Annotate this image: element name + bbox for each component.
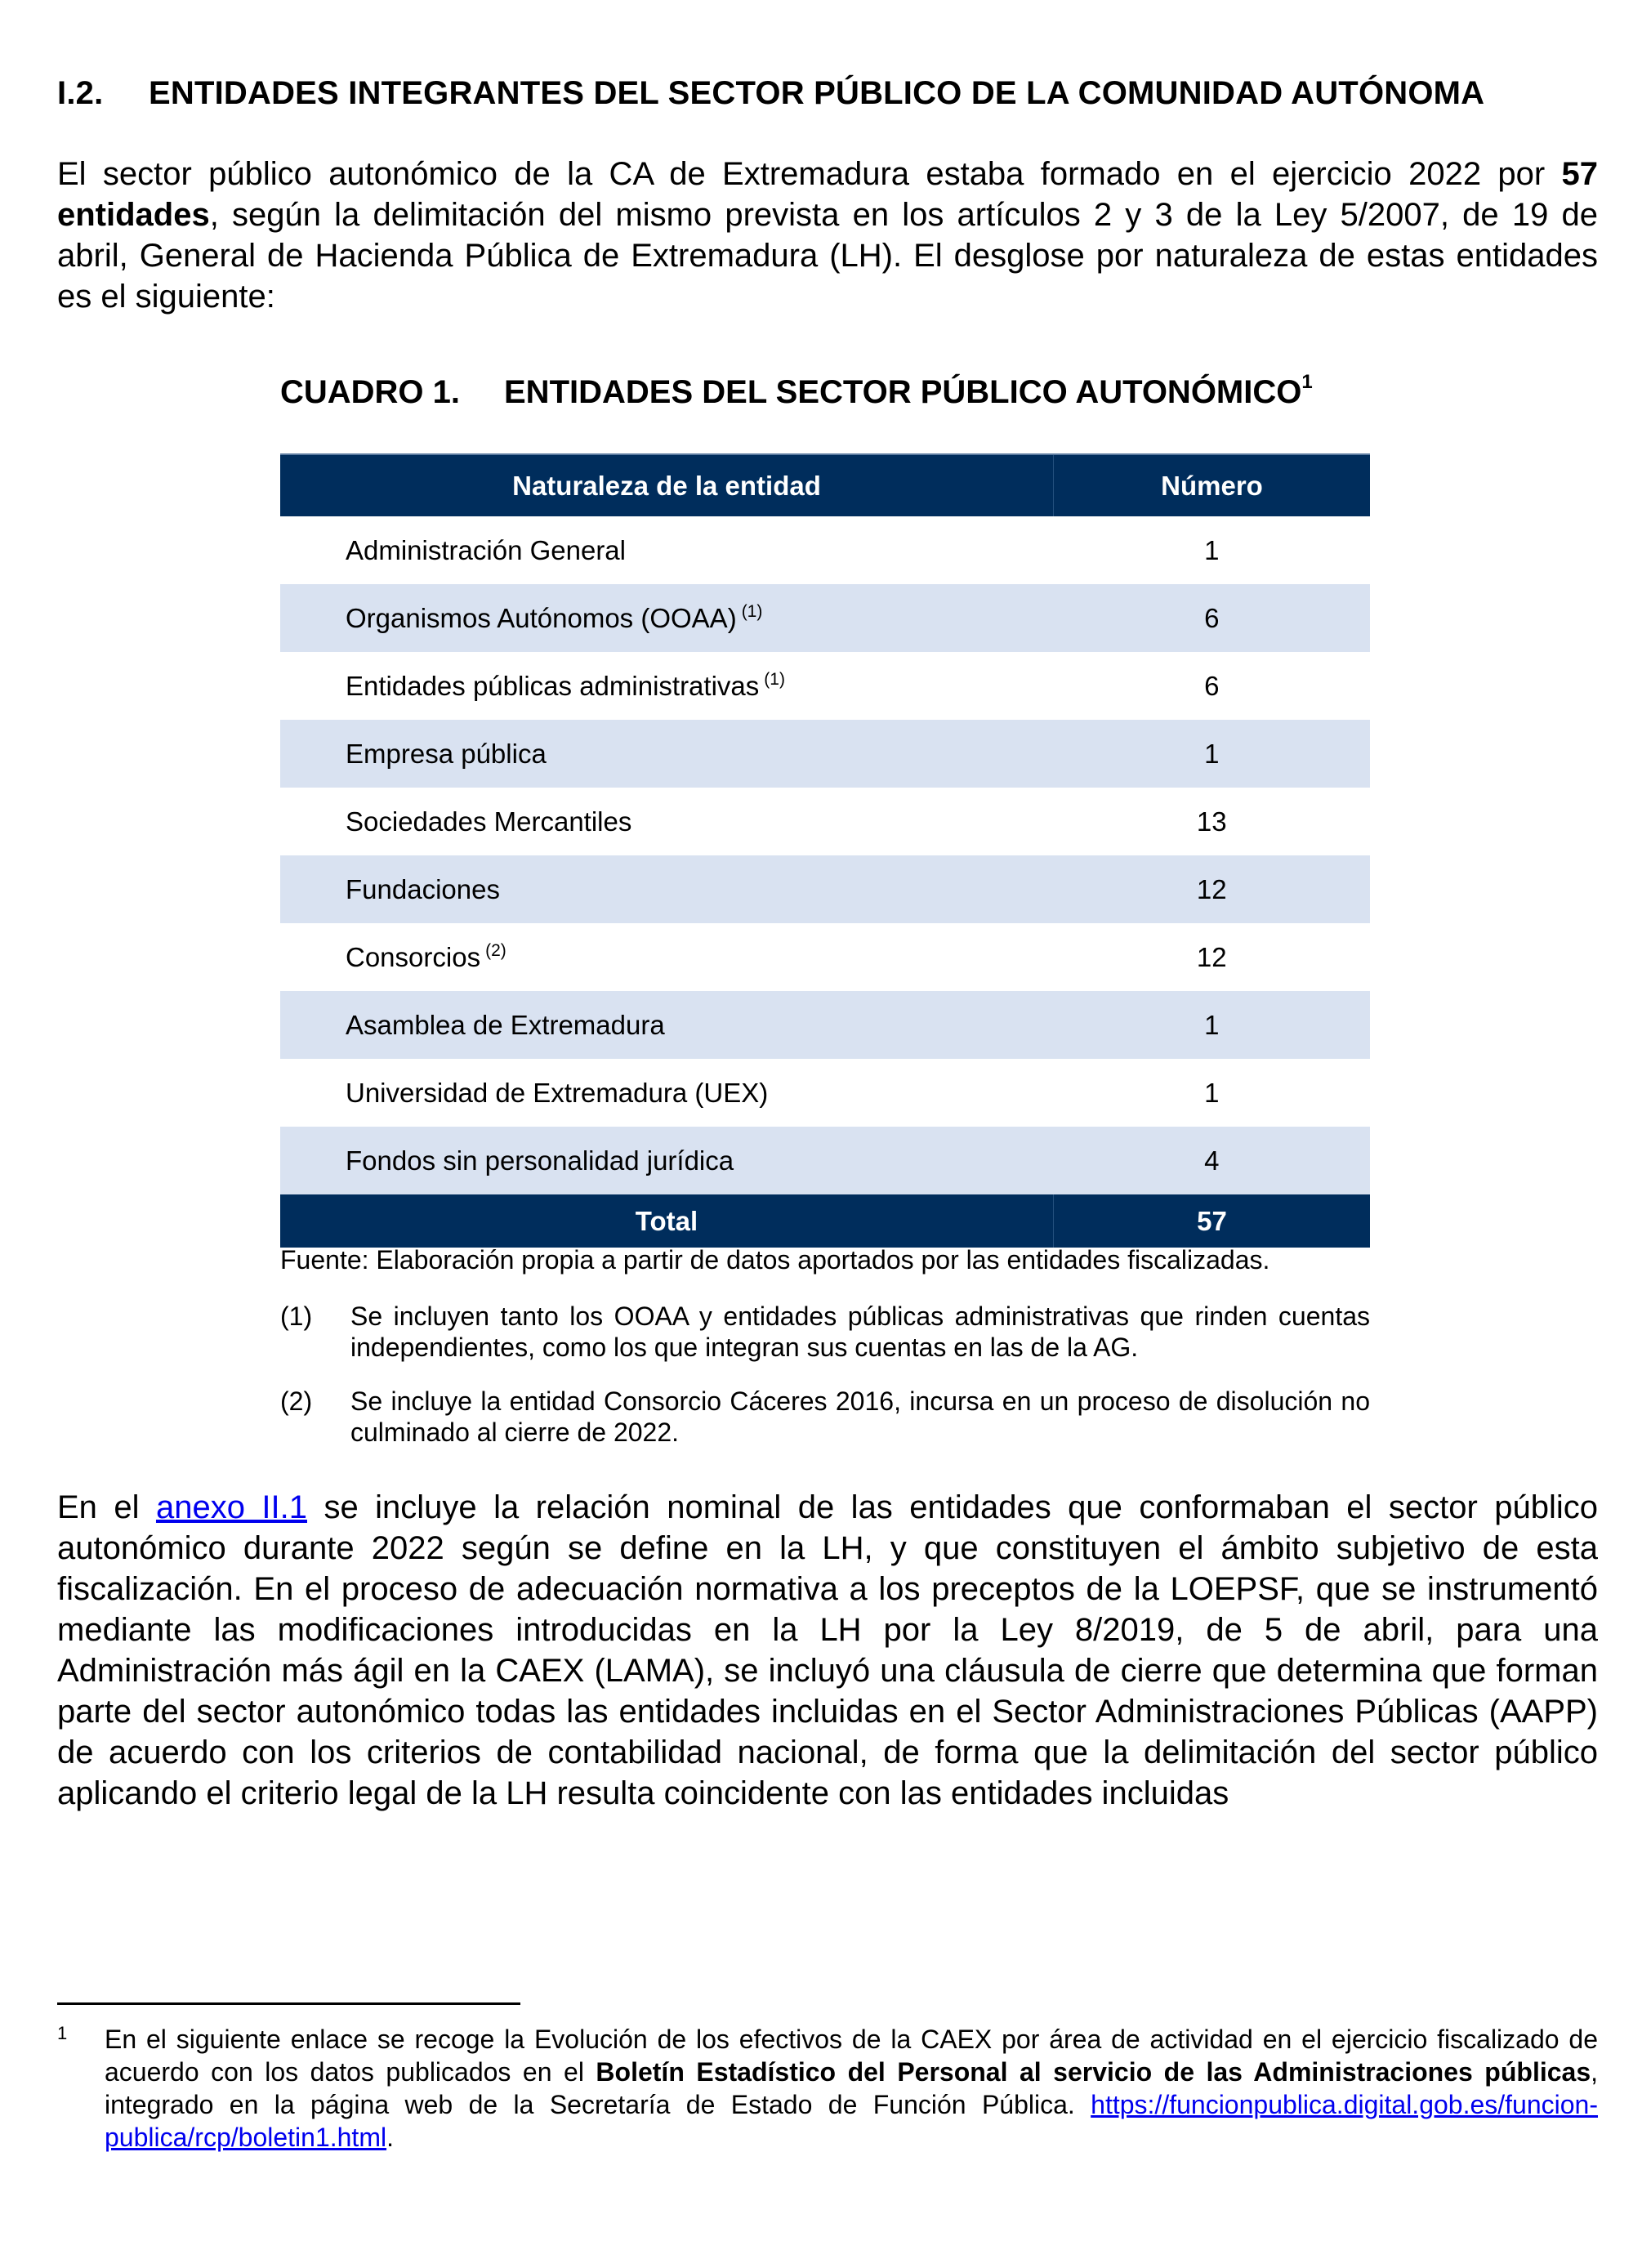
row-value: 1 [1204, 1077, 1220, 1108]
section-title: ENTIDADES INTEGRANTES DEL SECTOR PÚBLICO DE LA COMUNIDAD AUTÓNOMA [149, 75, 1485, 111]
row-value: 12 [1054, 855, 1371, 923]
footnote-bold: Boletín Estadístico del Personal al servicio de las Administraciones públicas [596, 2057, 1591, 2087]
section-heading [57, 75, 1484, 112]
row-value: 1 [1054, 991, 1371, 1059]
row-name: Fondos sin personalidad jurídica [280, 1127, 1054, 1194]
footnote [57, 2023, 1598, 2154]
table-source: Fuente: Elaboración propia a partir de datos aportados por las entidades fiscalizadas. [280, 1245, 1270, 1275]
intro-text: El sector público autonómico de la CA de Extremadura estaba formado en el ejercicio 2022 por [57, 156, 1562, 192]
table-row [280, 788, 1370, 855]
footnote-mark: 1 [57, 2023, 68, 2043]
row-name: Universidad de Extremadura (UEX) [346, 1077, 769, 1108]
footnote-separator [57, 2002, 520, 2005]
row-name: Asamblea de Extremadura [280, 991, 1054, 1059]
table-header-row [280, 454, 1370, 516]
footnote-url-link[interactable]: https://funcionpublica.digital.gob.es/funcion-publica/rcp/boletin1.html [105, 2090, 1598, 2152]
row-name: Organismos Autónomos (OOAA) $^{(1)}$ [280, 584, 1054, 652]
row-note-ref: (1) [764, 669, 785, 689]
intro-text-rest: , según la delimitación del mismo prevista en los artículos 2 y 3 de la Ley 5/2007, de 19 de abril, General de Hacienda Pública de Extremadura (LH). El desglose por naturaleza de estas entidades es el siguiente: [57, 197, 1598, 315]
row-value: 4 [1054, 1127, 1371, 1194]
row-value: 13 [1196, 806, 1227, 837]
table-row [280, 720, 1370, 788]
table-caption-title: ENTIDADES DEL SECTOR PÚBLICO AUTONÓMICO [504, 374, 1302, 410]
row-name: Empresa pública [280, 720, 1054, 788]
column-header-numero: Número [1054, 454, 1371, 516]
row-name: Fundaciones [280, 855, 1054, 923]
table-row [280, 652, 1370, 720]
table-caption-number: CUADRO 1. [280, 374, 461, 410]
row-value: 12 [1196, 941, 1227, 972]
section-number: I.2. [57, 75, 104, 111]
row-name: Entidades públicas administrativas $^{(1)}$ [346, 669, 785, 701]
table-row [280, 584, 1370, 652]
total-value: 57 [1054, 1194, 1371, 1248]
total-label: Total [280, 1194, 1054, 1248]
footnote-ref[interactable]: 1 [1301, 371, 1313, 393]
entities-table [280, 453, 1370, 1248]
body-paragraph [57, 1487, 1598, 1814]
column-header-naturaleza: Naturaleza de la entidad [280, 454, 1054, 516]
row-note-ref: (1) [741, 601, 763, 621]
footnote-text: En el siguiente enlace se recoge la Evolución de los efectivos de la CAEX por área de actividad en el ejercicio fiscalizado de acuerdo con los datos publicados en el Boletín Estadístico del Personal al servicio de las Administraciones públicas, integrado en la página web de la Secretaría de Estado de Función Pública. https://funcionpublica.digital.gob.es/funcion-publica/rcp/boletin1.html. [105, 2025, 1598, 2152]
table-caption [280, 371, 1370, 411]
row-value: 1 [1204, 534, 1220, 565]
row-name: Sociedades Mercantiles [346, 806, 632, 837]
table-row [280, 1127, 1370, 1194]
anexo-link[interactable]: anexo II.1 [155, 1489, 307, 1525]
table-row [280, 1059, 1370, 1127]
row-value: 6 [1054, 584, 1371, 652]
row-note-ref: (2) [485, 940, 506, 960]
row-value: 1 [1054, 720, 1371, 788]
row-name: Consorcios $^{(2)}$ [346, 940, 506, 972]
intro-bold-count: 57 entidades [57, 156, 1598, 233]
row-value: 6 [1204, 670, 1220, 701]
paragraph-text-rest: se incluye la relación nominal de las entidades que conformaban el sector público autonómico durante 2022 según se define en la LH, y que constituyen el ámbito subjetivo de esta fiscalización. En el proceso de adecuación normativa a los preceptos de la LOEPSF, que se instrumentó mediante las modificaciones introducidas en la LH por la Ley 8/2019, de 5 de abril, para una Administración más ágil en la CAEX (LAMA), se incluyó una cláusula de cierre que determina que forman parte del sector autonómico todas las entidades incluidas en el Sector Administraciones Públicas (AAPP) de acuerdo con los criterios de contabilidad nacional, de forma que la delimitación del sector público aplicando el criterio legal de la LH resulta coincidente con las entidades incluidas [57, 1489, 1599, 1811]
row-name: Administración General [346, 534, 626, 565]
paragraph-text: En el [57, 1489, 156, 1525]
table-total-row [280, 1194, 1370, 1248]
intro-paragraph [57, 154, 1598, 317]
table-row [280, 991, 1370, 1059]
note-text: Se incluye la entidad Consorcio Cáceres 2016, incursa en un proceso de disolución no culminado al cierre de 2022. [350, 1386, 1370, 1447]
table-row [280, 923, 1370, 991]
note-mark: (2) [280, 1386, 313, 1416]
note-text: Se incluyen tanto los OOAA y entidades públicas administrativas que rinden cuentas independientes, como los que integran sus cuentas en las de la AG. [350, 1301, 1370, 1362]
table-row [280, 516, 1370, 584]
table-row [280, 855, 1370, 923]
table-note-2 [280, 1386, 1370, 1448]
note-mark: (1) [280, 1301, 313, 1331]
table-note-1 [280, 1301, 1370, 1363]
